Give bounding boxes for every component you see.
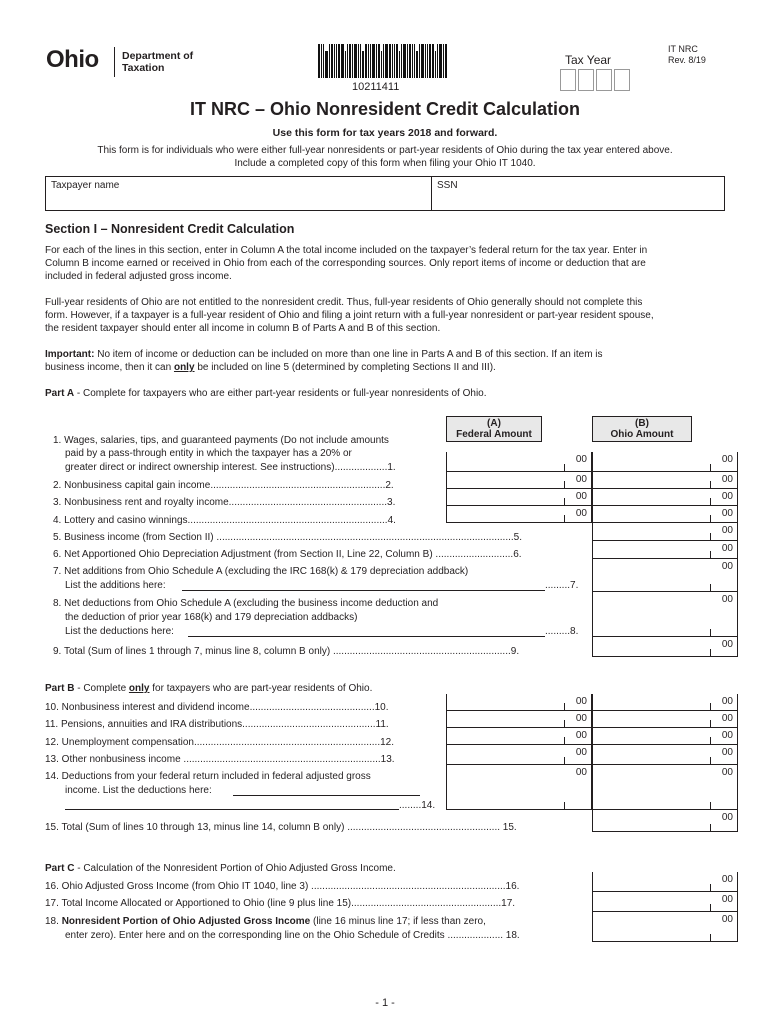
line14-ohio-amount-field[interactable] [592, 765, 738, 810]
cents-value: 00 [721, 639, 733, 650]
para-line: form. However, if a taxpayer is a full-year resident of Ohio and filing a joint return with a full-year nonresident or part-year resident spouse, [45, 310, 654, 321]
cents-value: 00 [721, 491, 733, 502]
form-id [668, 44, 706, 66]
part-b-heading [45, 682, 372, 695]
cents-value: 00 [721, 767, 733, 778]
intro-line1: This form is for individuals who were either full-year nonresidents or part-year residents of Ohio during the tax year entered above. [97, 145, 673, 156]
line13-text: 13. Other nonbusiness income .......................................................................13. [45, 754, 395, 765]
cents-divider [564, 802, 565, 810]
cents-divider [564, 720, 565, 728]
cents-value: 00 [575, 696, 587, 707]
cents-value: 00 [721, 747, 733, 758]
cents-divider [710, 629, 711, 637]
line7-list-label: List the additions here: [65, 580, 166, 591]
form-revision: Rev. 8/19 [668, 55, 706, 65]
line15-text: 15. Total (Sum of lines 10 through 13, minus line 14, column B only) ....................................................... 15. [45, 822, 517, 833]
line11-ohio-amount-field[interactable] [592, 711, 738, 728]
part-a-description: - Complete for taxpayers who are either part-year residents or full-year nonresidents of Ohio. [74, 388, 487, 399]
line1-ohio-amount-field[interactable] [592, 452, 738, 472]
column-b-title: Ohio Amount [610, 429, 674, 440]
cents-value: 00 [721, 525, 733, 536]
cents-divider [710, 498, 711, 506]
important-text: business income, then it can [45, 362, 172, 373]
para-line: For each of the lines in this section, enter in Column A the total income included on the taxpayer’s federal return for the tax year. Enter in [45, 245, 648, 256]
line2-ohio-amount-field[interactable] [592, 472, 738, 489]
cents-divider [564, 498, 565, 506]
department-name [122, 50, 193, 74]
cents-divider [710, 515, 711, 523]
cents-divider [564, 757, 565, 765]
para-line: Column B income earned or received in Ohio from each of the corresponding sources. Only report items of income or deduction that are [45, 258, 646, 269]
part-a-heading [45, 387, 487, 400]
line7-number: .........7. [545, 580, 579, 591]
important-text: No item of income or deduction can be included on more than one line in Parts A and B of this section. If an item is [97, 349, 603, 360]
line12-federal-amount-field[interactable] [446, 728, 592, 745]
line8-text: 8. Net deductions from Ohio Schedule A (excluding the business income deduction and [53, 598, 439, 609]
cents-value: 00 [721, 508, 733, 519]
cents-value: 00 [575, 508, 587, 519]
line3-federal-amount-field[interactable] [446, 489, 592, 506]
line13-federal-amount-field[interactable] [446, 745, 592, 765]
line1-federal-amount-field[interactable] [446, 452, 592, 472]
important-only-emphasis: only [173, 362, 195, 373]
line18-text [45, 915, 486, 928]
cents-value: 00 [721, 730, 733, 741]
cents-divider [710, 904, 711, 912]
important-label: Important: [45, 349, 95, 360]
part-b-description: - Complete [74, 683, 129, 694]
page-number: - 1 - [375, 997, 395, 1009]
cents-value: 00 [721, 874, 733, 885]
department-line1: Department of [122, 50, 194, 62]
line12-ohio-amount-field[interactable] [592, 728, 738, 745]
line18-number: 18. [45, 916, 62, 927]
part-a-label: Part A [45, 388, 75, 399]
line11-federal-amount-field[interactable] [446, 711, 592, 728]
line3-text: 3. Nonbusiness rent and royalty income.........................................................3. [53, 497, 396, 508]
line10-federal-amount-field[interactable] [446, 694, 592, 711]
cents-value: 00 [721, 914, 733, 925]
cents-divider [710, 737, 711, 745]
line7-ohio-amount-field[interactable] [592, 559, 738, 592]
line10-ohio-amount-field[interactable] [592, 694, 738, 711]
line7-text: 7. Net additions from Ohio Schedule A (excluding the IRC 168(k) & 179 depreciation addback) [53, 566, 469, 577]
cents-divider [710, 934, 711, 942]
cents-divider [710, 551, 711, 559]
line10-text: 10. Nonbusiness interest and dividend income.............................................10. [45, 702, 389, 713]
line16-ohio-amount-field[interactable] [592, 872, 738, 892]
part-b-only-emphasis: only [128, 683, 150, 694]
cents-value: 00 [721, 543, 733, 554]
barcode [318, 44, 456, 78]
ohio-logo: Ohio [46, 46, 99, 73]
line12-text: 12. Unemployment compensation...................................................................12. [45, 737, 395, 748]
part-c-description: - Calculation of the Nonresident Portion of Ohio Adjusted Gross Income. [74, 863, 396, 874]
line8-deductions-input[interactable] [188, 636, 545, 637]
subtitle: Use this form for tax years 2018 and forward. [272, 127, 498, 139]
part-c-heading [45, 862, 396, 875]
line14-text: 14. Deductions from your federal return included in federal adjusted gross [45, 771, 371, 782]
cents-divider [710, 703, 711, 711]
form-code: IT NRC [668, 44, 698, 54]
column-b-letter: (B) [635, 418, 649, 429]
line18-rest: (line 16 minus line 17; if less than zero, [310, 916, 486, 927]
line17-ohio-amount-field[interactable] [592, 892, 738, 912]
line6-text: 6. Net Apportioned Ohio Depreciation Adjustment (from Section II, Line 22, Column B) ............................6. [53, 549, 522, 560]
cents-value: 00 [721, 696, 733, 707]
cents-divider [710, 533, 711, 541]
line13-ohio-amount-field[interactable] [592, 745, 738, 765]
section1-title: Section I – Nonresident Credit Calculation [45, 222, 295, 236]
column-a-title: Federal Amount [456, 429, 532, 440]
line14-deductions-input-2[interactable] [65, 809, 399, 810]
cents-value: 00 [721, 594, 733, 605]
cents-value: 00 [575, 474, 587, 485]
column-a-header [446, 416, 542, 442]
line6-ohio-amount-field[interactable] [592, 541, 738, 559]
cents-divider [710, 464, 711, 472]
line4-ohio-amount-field[interactable] [592, 506, 738, 523]
line4-text: 4. Lottery and casino winnings........................................................................4. [53, 515, 396, 526]
part-b-description: for taxpayers who are part-year residents of Ohio. [149, 683, 373, 694]
column-b-header [592, 416, 692, 442]
cents-divider [710, 757, 711, 765]
line2-text: 2. Nonbusiness capital gain income...............................................................2. [53, 480, 394, 491]
line18-bold-label: Nonresident Portion of Ohio Adjusted Gross Income [61, 916, 311, 927]
para-line: Full-year residents of Ohio are not entitled to the nonresident credit. Thus, full-year residents of Ohio generally should not complete this [45, 297, 643, 308]
line1-text: greater direct or indirect ownership interest. See instructions)...................1. [65, 462, 396, 473]
line8-number: .........8. [545, 626, 579, 637]
line11-text: 11. Pensions, annuities and IRA distributions................................................11. [45, 719, 389, 730]
cents-divider [564, 703, 565, 711]
line18-text-2: enter zero). Enter here and on the corresponding line on the Ohio Schedule of Credits .................... 18. [65, 930, 520, 941]
ssn-field[interactable] [431, 176, 725, 211]
logo-divider [114, 47, 115, 77]
part-b-label: Part B [45, 683, 75, 694]
cents-divider [710, 481, 711, 489]
cents-divider [564, 737, 565, 745]
line14-deductions-input[interactable] [233, 795, 420, 796]
line9-text: 9. Total (Sum of lines 1 through 7, minus line 8, column B only) ................................................................9. [53, 646, 520, 657]
cents-value: 00 [721, 894, 733, 905]
line18-ohio-amount-field[interactable] [592, 912, 738, 942]
line14-number: ........14. [399, 800, 436, 811]
department-line2: Taxation [122, 62, 165, 74]
line8-list-label: List the deductions here: [65, 626, 174, 637]
line1-text: 1. Wages, salaries, tips, and guaranteed payments (Do not include amounts [53, 435, 389, 446]
cents-value: 00 [575, 767, 587, 778]
tax-year-digit-box[interactable] [560, 69, 576, 91]
cents-value: 00 [575, 730, 587, 741]
cents-divider [564, 481, 565, 489]
line8-text: the deduction of prior year 168(k) and 179 depreciation addbacks) [65, 612, 358, 623]
line1-text: paid by a pass-through entity in which the taxpayer has a 20% or [65, 448, 352, 459]
line5-ohio-amount-field[interactable] [592, 523, 738, 541]
cents-value: 00 [575, 713, 587, 724]
taxpayer-name-label: Taxpayer name [51, 180, 120, 191]
line8-ohio-amount-field[interactable] [592, 592, 738, 637]
para-line: the resident taxpayer should enter all income in column B of Parts A and B of this section. [45, 323, 441, 334]
intro-line2: Include a completed copy of this form when filing your Ohio IT 1040. [234, 158, 536, 169]
important-text: be included on line 5 (determined by completing Sections II and III). [197, 362, 496, 373]
cents-divider [564, 464, 565, 472]
cents-value: 00 [575, 747, 587, 758]
line3-ohio-amount-field[interactable] [592, 489, 738, 506]
important-note [45, 348, 727, 374]
page-title: IT NRC – Ohio Nonresident Credit Calculation [189, 99, 581, 119]
section1-paragraph2 [45, 296, 727, 335]
cents-value: 00 [721, 812, 733, 823]
barcode-number: 10211411 [352, 81, 400, 93]
tax-year-digit-box[interactable] [596, 69, 612, 91]
tax-year-label: Tax Year [565, 53, 612, 67]
column-a-letter: (A) [487, 418, 501, 429]
cents-divider [564, 515, 565, 523]
line4-federal-amount-field[interactable] [446, 506, 592, 523]
ssn-label: SSN [437, 180, 458, 191]
line5-text: 5. Business income (from Section II) ...........................................................................................................5. [53, 532, 523, 543]
cents-value: 00 [575, 491, 587, 502]
cents-divider [710, 884, 711, 892]
cents-divider [710, 720, 711, 728]
line16-text: 16. Ohio Adjusted Gross Income (from Ohio IT 1040, line 3) ......................................................................16. [45, 881, 520, 892]
para-line: included in federal adjusted gross income. [45, 271, 232, 282]
cents-divider [710, 584, 711, 592]
line2-federal-amount-field[interactable] [446, 472, 592, 489]
line17-text: 17. Total Income Allocated or Apportioned to Ohio (line 9 plus line 15)......................................................17. [45, 898, 516, 909]
part-c-label: Part C [45, 863, 75, 874]
line14-list-label: income. List the deductions here: [65, 785, 212, 796]
cents-divider [710, 824, 711, 832]
line7-additions-input[interactable] [182, 590, 545, 591]
cents-value: 00 [721, 454, 733, 465]
cents-value: 00 [575, 454, 587, 465]
line15-ohio-amount-field[interactable] [592, 810, 738, 832]
tax-year-digit-box[interactable] [578, 69, 594, 91]
line14-federal-amount-field[interactable] [446, 765, 592, 810]
cents-value: 00 [721, 713, 733, 724]
cents-value: 00 [721, 474, 733, 485]
cents-value: 00 [721, 561, 733, 572]
tax-year-boxes[interactable] [560, 69, 630, 91]
taxpayer-name-field[interactable] [45, 176, 432, 211]
line9-ohio-amount-field[interactable] [592, 637, 738, 657]
cents-divider [710, 649, 711, 657]
section1-paragraph1 [45, 244, 727, 283]
tax-year-digit-box[interactable] [614, 69, 630, 91]
cents-divider [710, 802, 711, 810]
